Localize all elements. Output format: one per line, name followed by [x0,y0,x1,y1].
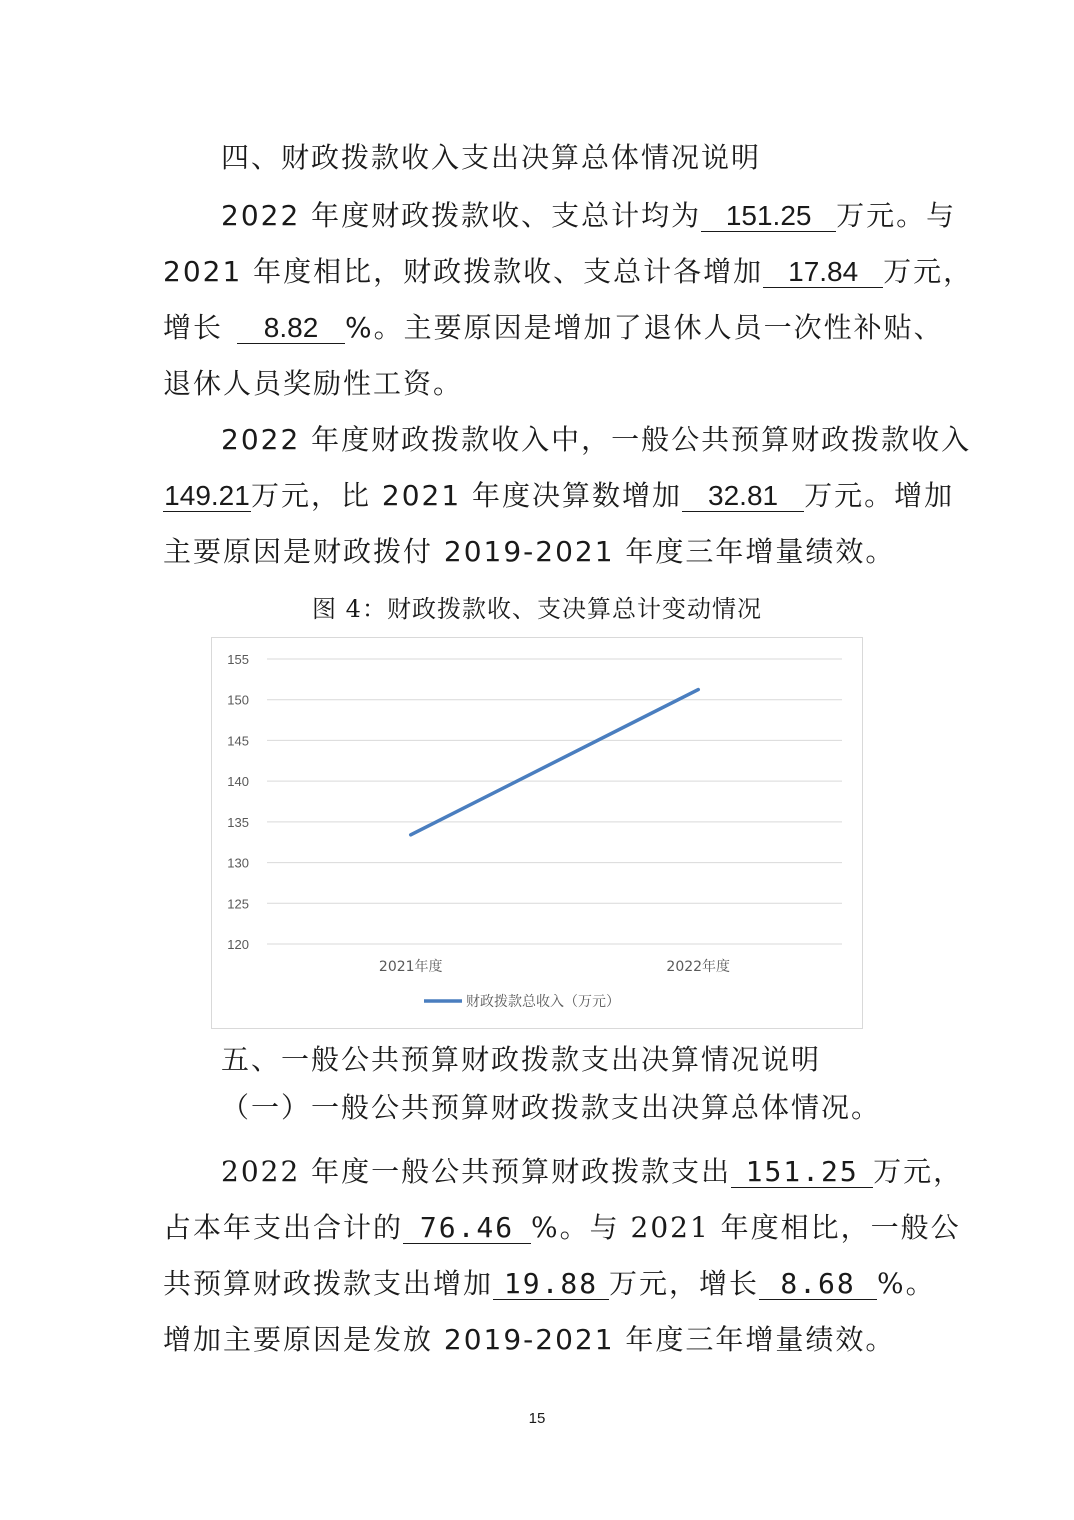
s4-general-budget-value: 149.21 [164,480,250,511]
x-tick-label: 2021年度 [378,959,443,975]
section5-heading: 五、一般公共预算财政拨款支出决算情况说明 [221,1043,822,1076]
s4-p2-text-c: 万元。增加 [804,479,955,512]
page-number: 15 [528,1410,546,1427]
s5-p1-line1 [221,1152,963,1192]
s5-increase-value: 19.88 [493,1269,609,1300]
chart-svg [212,638,862,1028]
s5-p1-line2 [163,1208,961,1248]
y-tick-label: 155 [227,652,249,667]
s5-p1-text-g: %。 [877,1267,936,1300]
y-tick-label: 130 [227,855,249,871]
s5-p1-text-e: 共预算财政拨款支出增加 [163,1267,494,1300]
y-tick-label: 150 [227,692,249,708]
s5-share-value: 76.46 [403,1213,531,1244]
s4-p1-line4 [163,364,463,404]
s5-growth-value: 8.68 [759,1269,877,1300]
y-tick-label: 145 [227,733,249,749]
y-tick-label: 135 [227,814,249,830]
s4-general-increase-value: 32.81 [682,481,804,512]
s5-p1-text-d: %。与 2021 年度相比，一般公 [531,1211,961,1244]
y-tick-label: 140 [227,774,249,790]
s5-expense-value: 151.25 [731,1157,873,1188]
s4-total-value: 151.25 [701,201,836,232]
s5-p1-text-b: 万元， [873,1155,964,1188]
s4-p1-text-a: 2022 年度财政拨款收、支总计均为 [221,199,702,232]
y-tick-label: 125 [227,896,249,912]
y-tick-label: 120 [227,937,249,952]
s4-p1-text-f: %。主要原因是增加了退休人员一次性补贴、 [345,311,944,344]
s4-p1-line1 [221,196,956,236]
section4-heading: 四、财政拨款收入支出决算总体情况说明 [221,141,762,174]
legend-label: 财政拨款总收入（万元） [466,994,620,1010]
x-tick-label: 2022年度 [666,959,731,975]
s4-p2-line3 [163,532,895,572]
s5-p1-text-f: 万元，增长 [609,1267,760,1300]
s4-p2-text-b: 万元，比 2021 年度决算数增加 [251,479,683,512]
s4-p2-line1 [221,420,971,460]
s5-p1-line3 [163,1264,936,1304]
s4-p1-text-g: 退休人员奖励性工资。 [163,367,464,400]
s5-p1-line4 [163,1320,895,1360]
line-chart [211,637,863,1029]
s4-p1-text-e: 增长 [163,311,224,344]
s4-p2-text-a: 2022 年度财政拨款收入中，一般公共预算财政拨款收入 [221,423,972,456]
s4-increase-value: 17.84 [763,257,883,288]
figure-caption: 图 4：财政拨款收、支决算总计变动情况 [312,595,762,623]
s5-p1-text-h: 增加主要原因是发放 2019-2021 年度三年增量绩效。 [163,1323,896,1356]
series-line [411,690,699,835]
section5-subheading: （一）一般公共预算财政拨款支出决算总体情况。 [221,1091,882,1124]
s4-p2-text-d: 主要原因是财政拨付 2019-2021 年度三年增量绩效。 [163,535,896,568]
s4-p1-line3 [163,308,944,348]
s4-p2-line2 [163,476,954,516]
s4-p1-text-b: 万元。与 [836,199,957,232]
s4-growth-value: 8.82 [237,313,345,344]
s4-p1-text-d: 万元， [883,255,974,288]
s4-p1-text-c: 2021 年度相比，财政拨款收、支总计各增加 [163,255,764,288]
s4-p1-line2 [163,252,973,292]
s5-p1-text-a: 2022 年度一般公共预算财政拨款支出 [221,1155,732,1188]
s5-p1-text-c: 占本年支出合计的 [163,1211,404,1244]
